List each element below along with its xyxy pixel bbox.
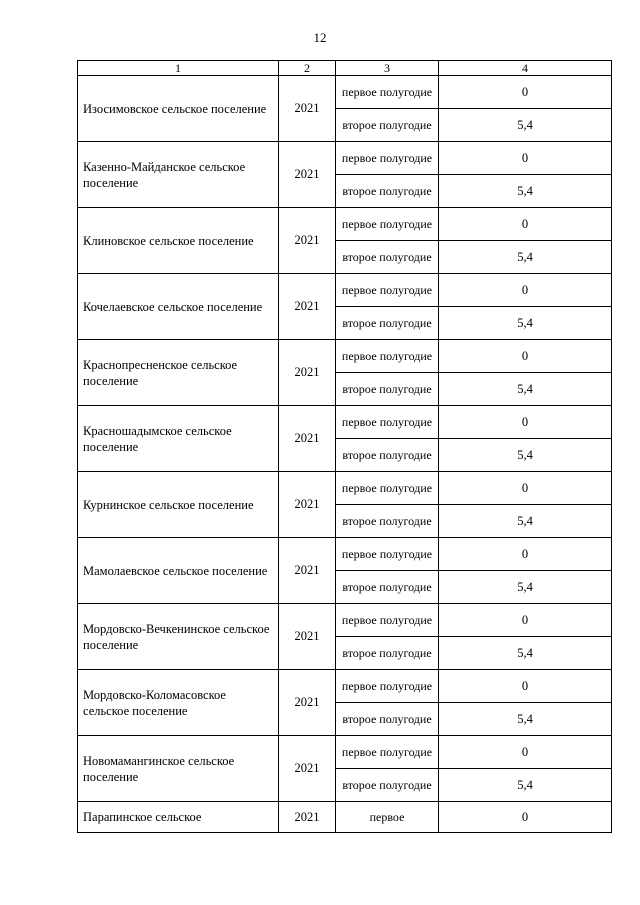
period-label: второе полугодие: [336, 703, 439, 736]
value-cell: 5,4: [439, 571, 612, 604]
settlement-name: Краснопресненское сельское поселение: [78, 340, 279, 406]
value-cell: 5,4: [439, 175, 612, 208]
settlement-name: Красношадымское сельское поселение: [78, 406, 279, 472]
value-cell: 0: [439, 670, 612, 703]
table-row: [78, 76, 612, 109]
column-header: 4: [439, 61, 612, 76]
value-cell: 0: [439, 274, 612, 307]
table-row: [78, 142, 612, 175]
table-row: [78, 274, 612, 307]
value-cell: 0: [439, 472, 612, 505]
period-label: первое полугодие: [336, 604, 439, 637]
value-cell: 5,4: [439, 637, 612, 670]
year-cell: 2021: [279, 274, 336, 340]
table-row: [78, 538, 612, 571]
settlement-name: Клиновское сельское поселение: [78, 208, 279, 274]
period-label: первое полугодие: [336, 274, 439, 307]
table-row: [78, 802, 612, 833]
value-cell: 0: [439, 340, 612, 373]
year-cell: 2021: [279, 736, 336, 802]
table-row: [78, 208, 612, 241]
period-label: первое: [336, 802, 439, 833]
period-label: второе полугодие: [336, 571, 439, 604]
period-label: второе полугодие: [336, 175, 439, 208]
value-cell: 0: [439, 208, 612, 241]
year-cell: 2021: [279, 670, 336, 736]
table-row: [78, 604, 612, 637]
settlement-name: Новомамангинское сельское поселение: [78, 736, 279, 802]
value-cell: 5,4: [439, 373, 612, 406]
period-label: первое полугодие: [336, 472, 439, 505]
settlement-name: Мамолаевское сельское поселение: [78, 538, 279, 604]
settlement-name: Мордовско-Вечкенинское сельское поселение: [78, 604, 279, 670]
table-row: [78, 406, 612, 439]
value-cell: 0: [439, 142, 612, 175]
period-label: первое полугодие: [336, 406, 439, 439]
value-cell: 5,4: [439, 109, 612, 142]
settlement-name: Изосимовское сельское поселение: [78, 76, 279, 142]
year-cell: 2021: [279, 406, 336, 472]
year-cell: 2021: [279, 76, 336, 142]
period-label: первое полугодие: [336, 670, 439, 703]
year-cell: 2021: [279, 604, 336, 670]
period-label: второе полугодие: [336, 241, 439, 274]
year-cell: 2021: [279, 538, 336, 604]
value-cell: 0: [439, 604, 612, 637]
value-cell: 5,4: [439, 241, 612, 274]
year-cell: 2021: [279, 208, 336, 274]
value-cell: 0: [439, 538, 612, 571]
page-number: 12: [313, 30, 327, 45]
table-row: [78, 736, 612, 769]
period-label: первое полугодие: [336, 340, 439, 373]
year-cell: 2021: [279, 802, 336, 833]
period-label: второе полугодие: [336, 373, 439, 406]
period-label: второе полугодие: [336, 637, 439, 670]
settlement-name: Парапинское сельское: [78, 802, 279, 833]
value-cell: 5,4: [439, 307, 612, 340]
column-header: 2: [279, 61, 336, 76]
value-cell: 5,4: [439, 769, 612, 802]
settlement-name: Кочелаевское сельское поселение: [78, 274, 279, 340]
table-row: [78, 340, 612, 373]
settlement-name: Курнинское сельское поселение: [78, 472, 279, 538]
period-label: второе полугодие: [336, 439, 439, 472]
period-label: первое полугодие: [336, 142, 439, 175]
year-cell: 2021: [279, 340, 336, 406]
period-label: первое полугодие: [336, 208, 439, 241]
table-row: [78, 472, 612, 505]
settlement-name: Казенно-Майданское сельское поселение: [78, 142, 279, 208]
value-cell: 0: [439, 802, 612, 833]
data-table: [77, 60, 612, 833]
value-cell: 5,4: [439, 439, 612, 472]
value-cell: 0: [439, 736, 612, 769]
settlement-name: Мордовско-Коломасовское сельское поселение: [78, 670, 279, 736]
column-header: 3: [336, 61, 439, 76]
period-label: второе полугодие: [336, 769, 439, 802]
value-cell: 5,4: [439, 505, 612, 538]
period-label: второе полугодие: [336, 505, 439, 538]
period-label: первое полугодие: [336, 76, 439, 109]
period-label: первое полугодие: [336, 538, 439, 571]
value-cell: 0: [439, 406, 612, 439]
column-header: 1: [78, 61, 279, 76]
table-row: [78, 670, 612, 703]
period-label: второе полугодие: [336, 109, 439, 142]
table-header-row: [78, 61, 612, 76]
year-cell: 2021: [279, 472, 336, 538]
period-label: первое полугодие: [336, 736, 439, 769]
value-cell: 0: [439, 76, 612, 109]
year-cell: 2021: [279, 142, 336, 208]
value-cell: 5,4: [439, 703, 612, 736]
period-label: второе полугодие: [336, 307, 439, 340]
